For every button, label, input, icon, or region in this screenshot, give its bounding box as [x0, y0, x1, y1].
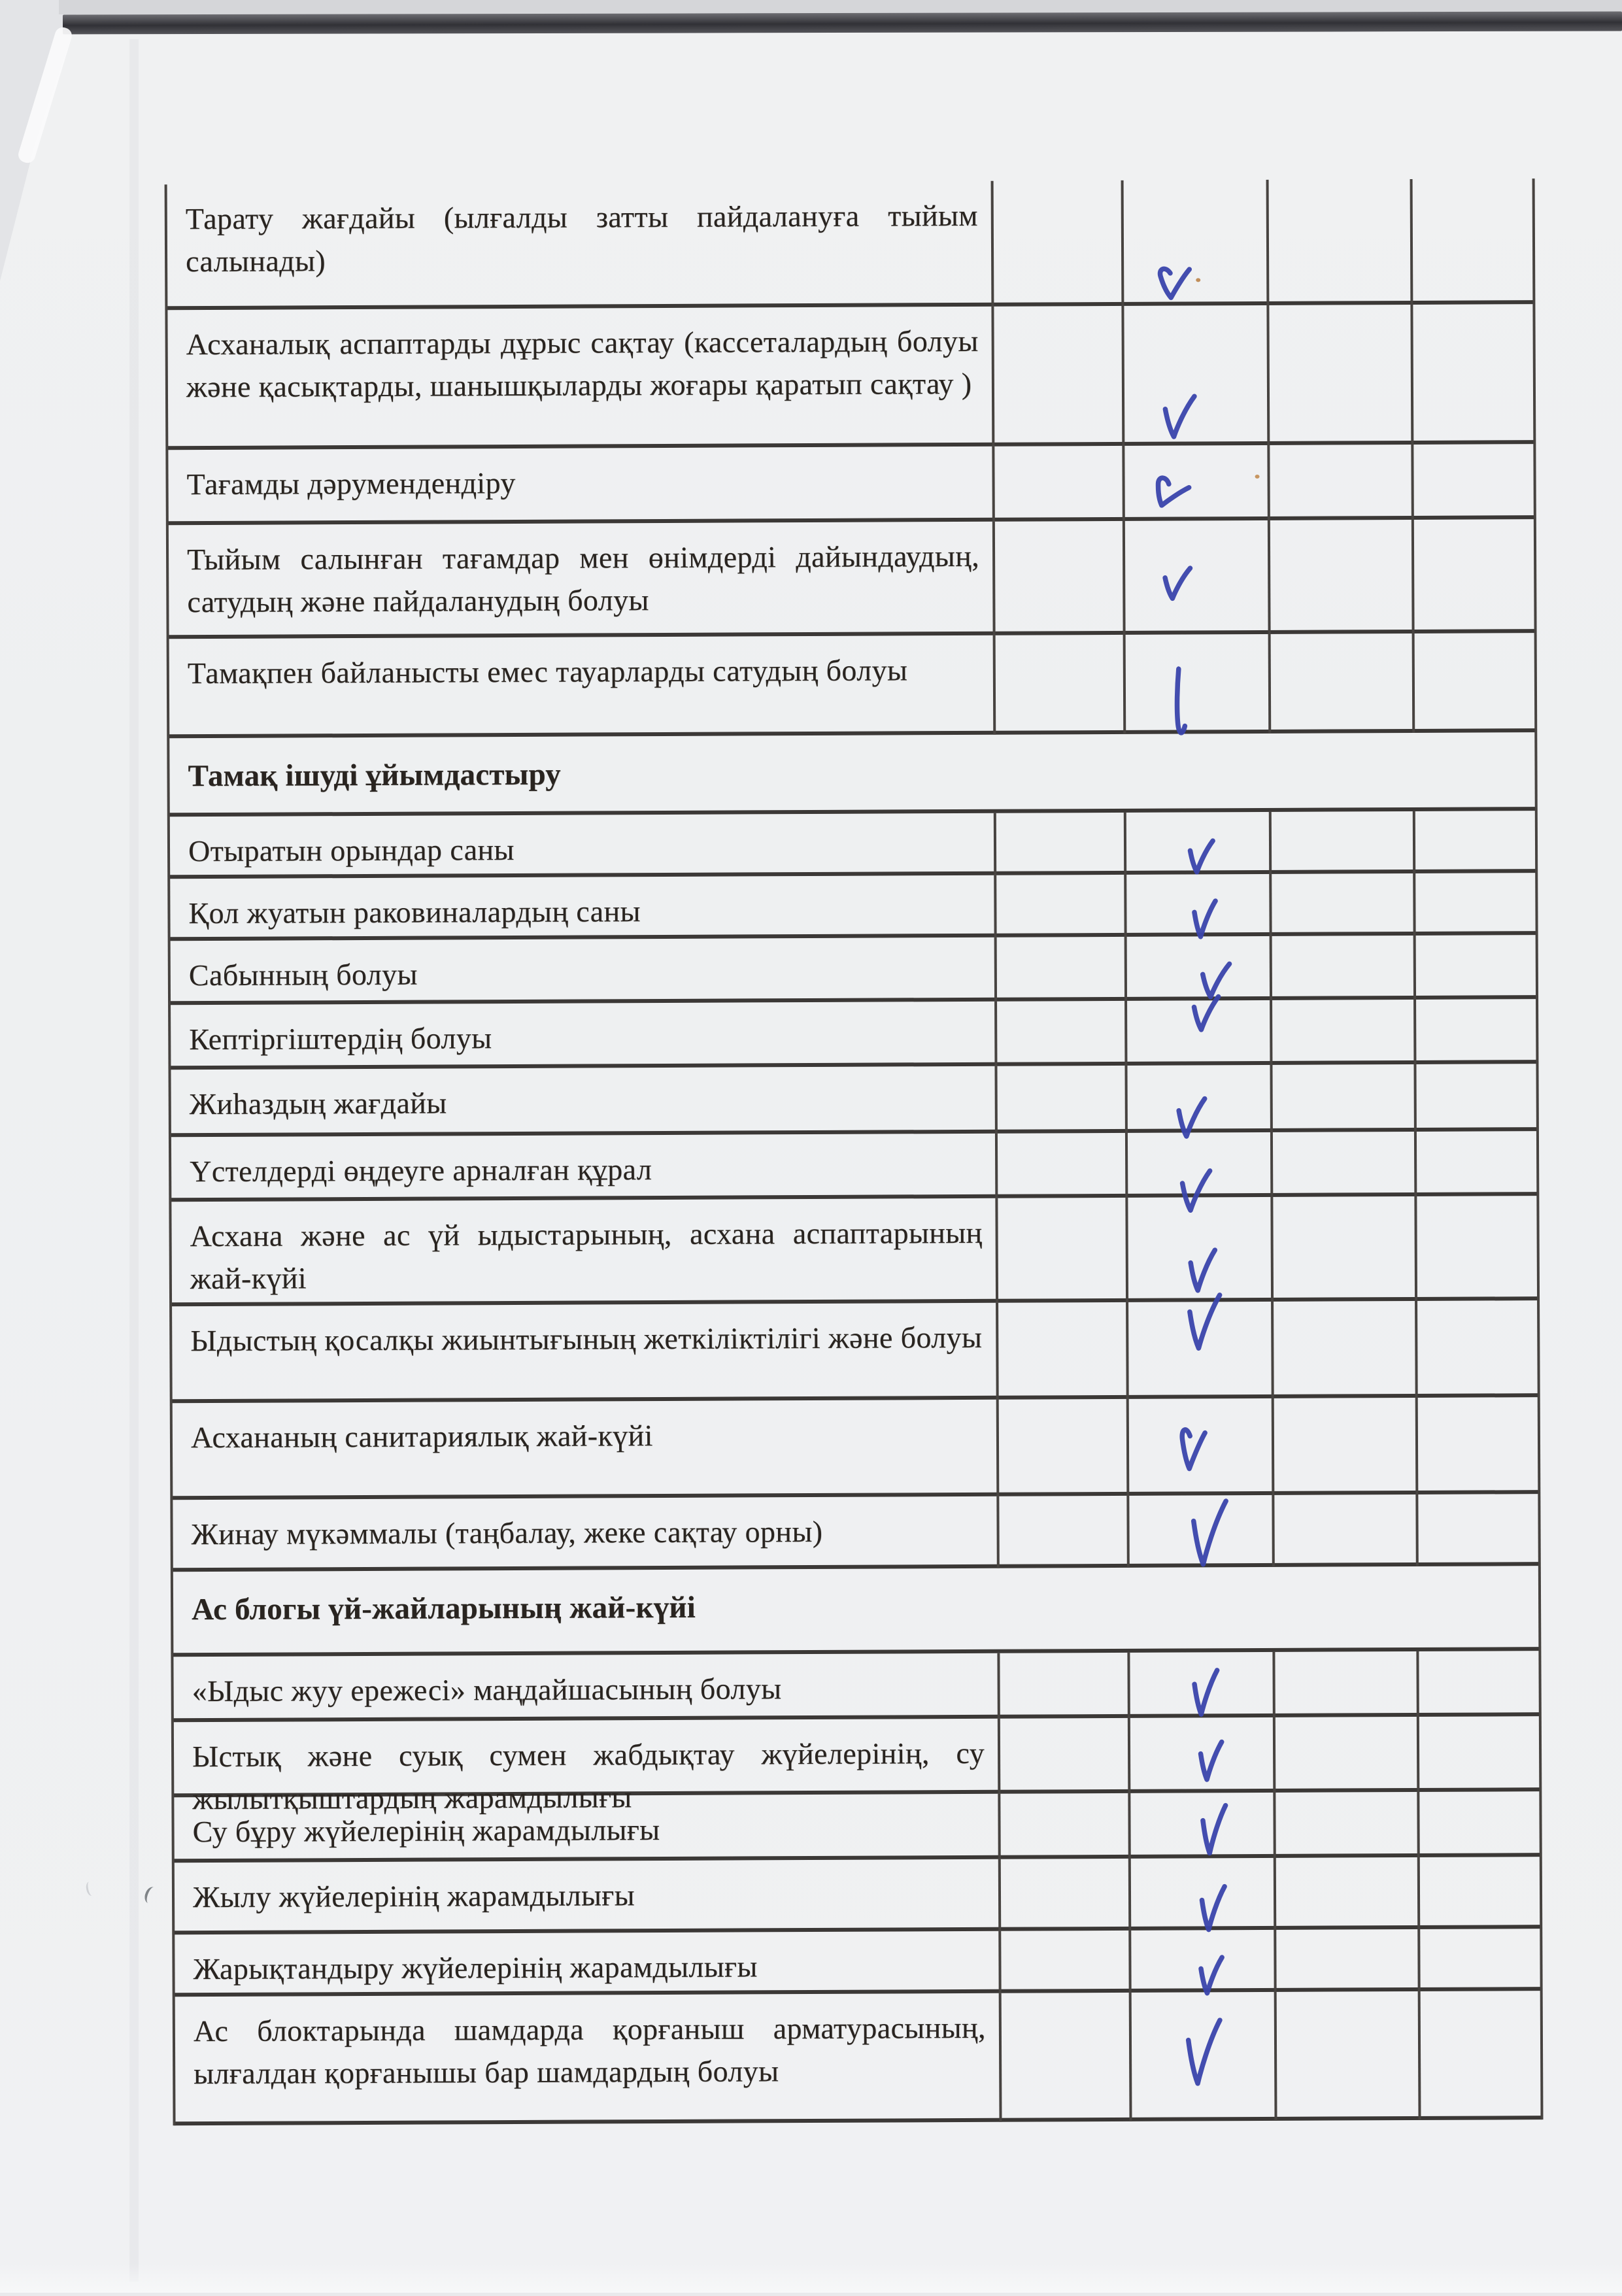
criteria-text: «Ыдыс жуу ережесі» маңдайшасының болуы	[192, 1672, 782, 1708]
table-row	[170, 1131, 1538, 1202]
column-divider	[996, 1496, 999, 1568]
criteria-text: Сабынның болуы	[188, 957, 418, 992]
table-row	[169, 811, 1536, 879]
column-divider	[1121, 180, 1124, 306]
criteria-text: Тамақпен байланысты емес тауарларды сатудың болуы	[187, 653, 908, 690]
column-divider	[1269, 874, 1272, 936]
criteria-text: Ыстық және суық сумен жабдықтау жүйелерінің, су жылытқыштардың жарамдылығы	[192, 1736, 985, 1816]
column-divider	[1270, 1197, 1274, 1302]
table-row	[166, 178, 1534, 310]
table-row	[168, 633, 1536, 738]
column-divider	[1128, 1718, 1131, 1793]
column-divider	[1128, 1931, 1131, 1993]
column-divider	[1415, 1301, 1418, 1398]
column-divider	[1417, 1792, 1419, 1857]
criteria-text: Тағамды дәрумендендіру	[186, 465, 516, 501]
column-divider	[1415, 1494, 1418, 1566]
checkmark-icon	[1185, 992, 1224, 1039]
column-divider	[991, 307, 994, 447]
column-divider	[1124, 875, 1126, 937]
column-divider	[1124, 1066, 1127, 1133]
table-row	[173, 1716, 1540, 1816]
column-divider	[1125, 1133, 1128, 1198]
column-divider	[1271, 1302, 1274, 1398]
checkmark-icon	[1192, 1736, 1226, 1790]
criteria-text: Жылу жүйелерінің жарамдылығы	[192, 1878, 635, 1914]
table-row	[166, 304, 1534, 450]
column-divider	[1273, 1793, 1276, 1858]
column-divider	[1267, 445, 1270, 520]
table-row	[171, 1397, 1540, 1500]
column-divider	[996, 1400, 1000, 1496]
column-divider	[1122, 446, 1125, 521]
criteria-text: Үстелдерді өңдеуге арналған құрал	[190, 1153, 652, 1189]
table-row	[173, 1929, 1541, 1997]
column-divider	[1411, 520, 1415, 633]
table-row	[167, 519, 1536, 639]
column-divider	[1418, 1991, 1421, 2120]
column-divider	[1411, 445, 1414, 520]
column-divider	[1127, 1653, 1130, 1718]
checkmark-icon	[1154, 390, 1201, 448]
criteria-text: Асхананың санитариялық жай-күйі	[190, 1419, 653, 1455]
column-divider	[1415, 1398, 1419, 1494]
column-divider	[1417, 1857, 1420, 1929]
column-divider	[1128, 1793, 1130, 1859]
column-divider	[1414, 1196, 1417, 1301]
column-divider	[996, 1303, 999, 1400]
table-row	[173, 1791, 1540, 1863]
column-divider	[1414, 1132, 1417, 1196]
checkmark-icon	[1194, 1798, 1230, 1866]
column-divider	[994, 1002, 997, 1066]
column-divider	[1417, 1929, 1420, 1991]
column-divider	[992, 447, 995, 522]
section-header-row	[168, 732, 1536, 817]
column-divider	[1272, 1495, 1274, 1567]
checkmark-icon	[1147, 261, 1202, 312]
table-row	[173, 1857, 1541, 1934]
column-divider	[1273, 1717, 1276, 1793]
checkmark-icon	[1155, 564, 1196, 607]
column-divider	[997, 1653, 1000, 1719]
ink-speck	[1255, 475, 1260, 479]
criteria-text: Асханалық аспаптарды дұрыс сақтау (кассеталардың болуы және қасықтарды, шанышқыларды жоғары қаратып сақтау )	[186, 324, 979, 404]
table-row	[170, 1196, 1538, 1306]
column-divider	[999, 1993, 1002, 2122]
table-row	[167, 444, 1534, 525]
column-divider	[1123, 521, 1126, 635]
column-divider	[995, 1198, 998, 1303]
table-row	[169, 999, 1537, 1070]
section-title: Тамақ ішуді ұйымдастыру	[188, 757, 562, 794]
checkmark-icon	[1172, 1422, 1213, 1485]
column-divider	[1266, 305, 1270, 445]
column-divider	[1413, 873, 1415, 936]
table-row	[169, 935, 1537, 1005]
column-divider	[1413, 936, 1416, 1000]
column-divider	[1268, 520, 1271, 634]
column-divider	[1270, 1132, 1273, 1197]
column-divider	[1274, 1858, 1276, 1930]
column-divider	[1417, 1717, 1420, 1792]
column-divider	[995, 1134, 998, 1198]
column-divider	[998, 1931, 1001, 1993]
column-divider	[1274, 1930, 1276, 1992]
table-row	[171, 1300, 1539, 1403]
criteria-text: Тыйым салынған тағамдар мен өнімдерді дайындаудың, сатудың және пайдаланудың болуы	[186, 539, 980, 619]
criteria-text: Кептіргіштердің болуы	[189, 1021, 492, 1056]
column-divider	[1128, 1859, 1131, 1931]
column-divider	[998, 1719, 1001, 1794]
criteria-text: Су бұру жүйелерінің жарамдылығы	[192, 1813, 660, 1849]
column-divider	[1126, 1399, 1130, 1496]
column-divider	[998, 1859, 1001, 1931]
column-divider	[1272, 1652, 1275, 1717]
column-divider	[1410, 305, 1413, 445]
column-divider	[1413, 1000, 1416, 1064]
column-divider	[1124, 813, 1126, 875]
criteria-text: Жинау мүкәммалы (таңбалау, жеке сақтау орны)	[191, 1514, 823, 1551]
column-divider	[1126, 1302, 1129, 1399]
column-divider	[1412, 633, 1415, 733]
column-divider	[994, 1066, 997, 1134]
column-divider	[1416, 1651, 1419, 1717]
column-divider	[1126, 1496, 1129, 1568]
column-divider	[993, 635, 996, 735]
table-row	[169, 1064, 1537, 1137]
column-divider	[1410, 179, 1413, 305]
column-divider	[1123, 635, 1126, 734]
criteria-text: Қол жуатын раковиналардың саны	[188, 894, 641, 930]
column-divider	[1272, 1398, 1275, 1495]
ink-speck	[1196, 278, 1200, 282]
criteria-text: Тарату жағдайы (ылғалды затты пайдалануға тыйым салынады)	[185, 198, 978, 279]
table-row	[169, 873, 1536, 941]
column-divider	[1268, 634, 1272, 734]
table-row	[171, 1494, 1539, 1572]
column-divider	[1270, 1065, 1272, 1132]
table-row	[174, 1991, 1542, 2125]
table-row	[172, 1651, 1540, 1722]
criteria-text: Ыдыстың қосалқы жиынтығының жеткіліктілігі және болуы	[190, 1320, 983, 1358]
column-divider	[1129, 1993, 1132, 2121]
column-divider	[1274, 1992, 1277, 2121]
column-divider	[994, 937, 997, 1002]
column-divider	[994, 875, 996, 937]
checkmark-icon	[1164, 666, 1194, 743]
column-divider	[1413, 1064, 1416, 1132]
column-divider	[998, 1794, 1000, 1859]
criteria-text: Ас блоктарында шамдарда қорғаныш арматурасының, ылғалдан қорғанышы бар шамдардың болуы	[193, 2010, 987, 2091]
column-divider	[1124, 1001, 1127, 1066]
column-divider	[1266, 180, 1270, 305]
column-divider	[991, 181, 994, 307]
column-divider	[1270, 936, 1272, 1000]
criteria-text: Жарықтандыру жүйелерінің жарамдылығы	[193, 1950, 758, 1986]
column-divider	[1125, 1198, 1128, 1302]
column-divider	[1270, 1000, 1272, 1065]
criteria-text: Отыратын орындар саны	[188, 832, 515, 868]
section-title: Ас блогы үй-жайларының жай-күйі	[191, 1590, 696, 1627]
column-divider	[1413, 811, 1415, 873]
column-divider	[992, 522, 996, 635]
column-divider	[1269, 812, 1272, 874]
section-header-row	[172, 1566, 1540, 1657]
criteria-text: Асхана және ас үй ыдыстарының, асхана аспаптарының жай-күйі	[190, 1215, 983, 1296]
criteria-text: Жиһаздың жағдайы	[189, 1086, 447, 1121]
column-divider	[994, 813, 996, 875]
column-divider	[1124, 937, 1127, 1001]
column-divider	[1121, 306, 1124, 446]
checkmark-icon	[1178, 1287, 1227, 1363]
checkmark-icon	[1176, 2011, 1228, 2101]
